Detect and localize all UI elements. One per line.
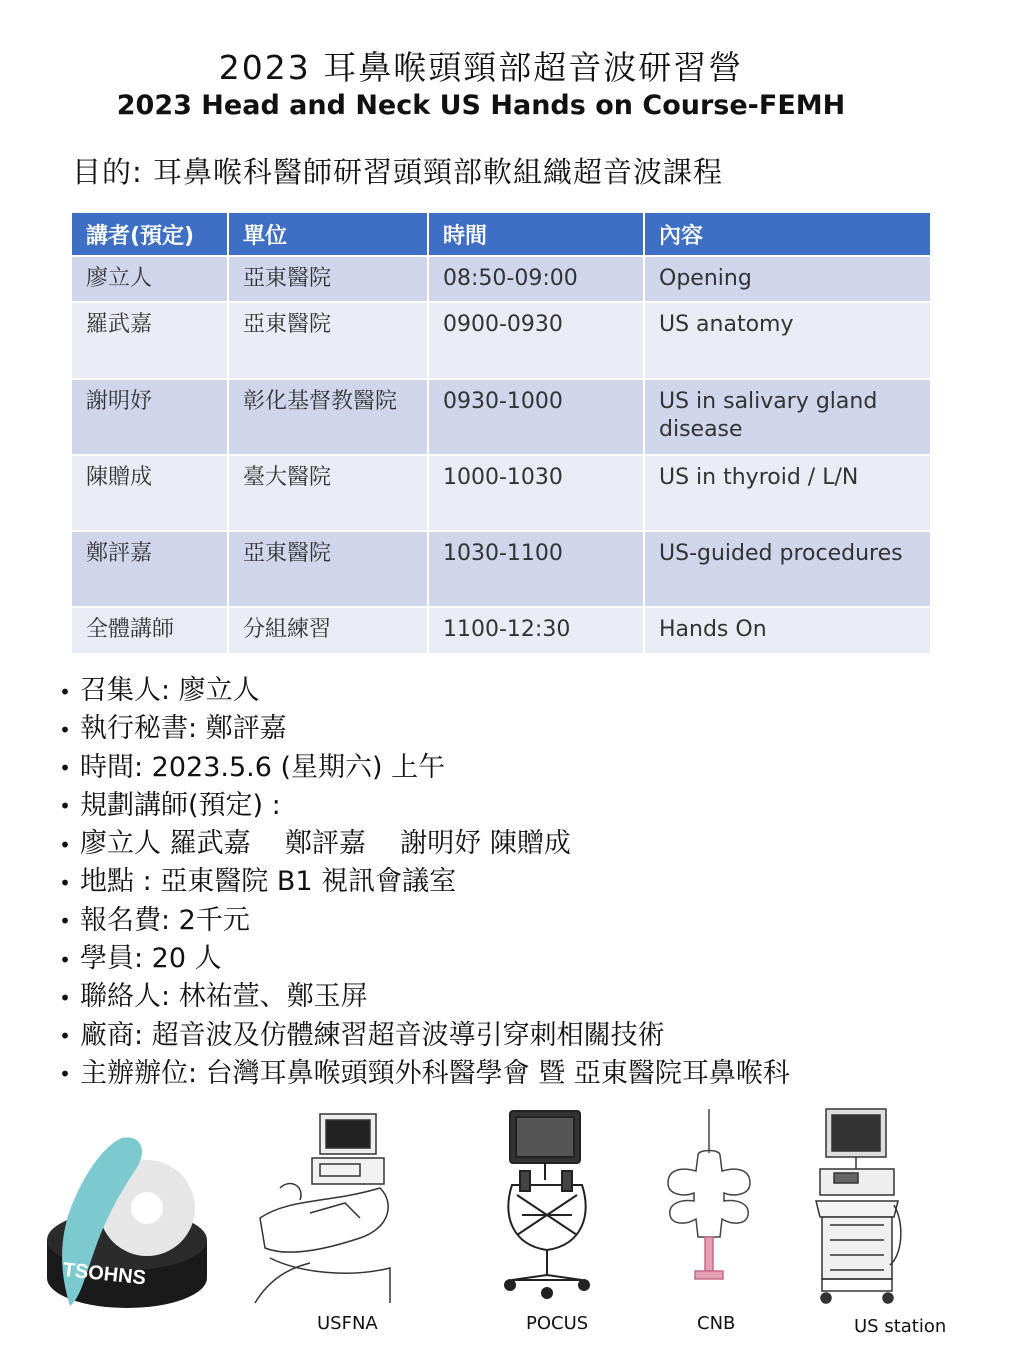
list-item: [50, 1017, 790, 1055]
tsohns-logo: [22, 1130, 212, 1315]
bullet-icon: •: [59, 1062, 71, 1087]
schedule-table: [72, 213, 930, 653]
cell-content: Opening: [644, 256, 930, 302]
cell-content: US anatomy: [644, 302, 930, 379]
cell-time: 08:50-09:00: [428, 256, 644, 302]
cell-time: 1030-1100: [428, 531, 644, 607]
cell-unit: 亞東醫院: [228, 302, 428, 379]
table-row: [72, 531, 930, 607]
cell-content: US-guided procedures: [644, 531, 930, 607]
bullet-icon: •: [59, 832, 71, 857]
list-item: [50, 1055, 790, 1093]
cell-unit: 彰化基督教醫院: [228, 379, 428, 455]
list-item: [50, 672, 790, 710]
bullet-contacts: 聯絡人: 林祐萱、鄭玉屏: [80, 981, 368, 1013]
cell-unit: 亞東醫院: [228, 256, 428, 302]
list-item: [50, 825, 790, 863]
header-speaker: 講者(預定): [72, 213, 228, 256]
bullet-organizers: 主辦辦位: 台灣耳鼻喉頭頸外科醫學會 暨 亞東醫院耳鼻喉科: [80, 1057, 790, 1089]
bullet-icon: •: [59, 909, 71, 934]
cell-time: 1000-1030: [428, 455, 644, 531]
bullet-icon: •: [59, 870, 71, 895]
caption-pocus: POCUS: [526, 1313, 589, 1334]
cell-unit: 分組練習: [228, 607, 428, 653]
list-item: [50, 710, 790, 748]
table-row: [72, 379, 930, 455]
bullet-icon: •: [59, 947, 71, 972]
bullet-vendors: 廠商: 超音波及仿體練習超音波導引穿刺相關技術: [80, 1019, 665, 1051]
usfna-illustration-icon: [250, 1108, 400, 1308]
purpose-text: 目的: 耳鼻喉科醫師研習頭頸部軟組織超音波課程: [72, 155, 723, 189]
cell-unit: 亞東醫院: [228, 531, 428, 607]
bullet-speaker-names: 廖立人 羅武嘉 鄭評嘉 謝明妤 陳贈成: [80, 828, 571, 860]
title-english: 2023 Head and Neck US Hands on Course-FEMH: [116, 90, 846, 121]
bullet-icon: •: [59, 717, 71, 742]
cell-speaker: 鄭評嘉: [72, 531, 228, 607]
bullet-fee: 報名費: 2千元: [80, 904, 250, 936]
cnb-illustration-icon: [662, 1105, 757, 1290]
us-station-illustration-icon: [810, 1105, 905, 1310]
cell-speaker: 謝明妤: [72, 379, 228, 455]
info-bullet-list: [50, 672, 790, 1093]
pocus-illustration-icon: [492, 1105, 612, 1300]
tsohns-logo-text: TSOHNS: [61, 1258, 147, 1290]
caption-usfna: USFNA: [317, 1313, 378, 1334]
caption-cnb: CNB: [697, 1313, 736, 1334]
cell-speaker: 陳贈成: [72, 455, 228, 531]
cell-speaker: 羅武嘉: [72, 302, 228, 379]
list-item: [50, 863, 790, 901]
bullet-planned-speakers-label: 規劃講師(預定) :: [80, 789, 281, 821]
title-chinese: 2023 耳鼻喉頭頸部超音波研習營: [218, 48, 744, 87]
bullet-icon: •: [59, 794, 71, 819]
table-header-row: [72, 213, 930, 256]
cell-time: 0930-1000: [428, 379, 644, 455]
cell-speaker: 廖立人: [72, 256, 228, 302]
table-row: [72, 455, 930, 531]
bullet-date: 時間: 2023.5.6 (星期六) 上午: [80, 751, 446, 783]
list-item: [50, 787, 790, 825]
cell-unit: 臺大醫院: [228, 455, 428, 531]
bullet-icon: •: [59, 756, 71, 781]
list-item: [50, 902, 790, 940]
table-row: [72, 607, 930, 653]
list-item: [50, 940, 790, 978]
list-item: [50, 749, 790, 787]
bullet-icon: •: [59, 1024, 71, 1049]
cell-content: Hands On: [644, 607, 930, 653]
bullet-convener: 召集人: 廖立人: [80, 675, 260, 706]
bullet-icon: •: [59, 985, 71, 1010]
bullet-location: 地點 : 亞東醫院 B1 視訊會議室: [80, 866, 457, 898]
caption-us-station: US station: [854, 1316, 947, 1337]
header-time: 時間: [428, 213, 644, 256]
bullet-participants: 學員: 20 人: [80, 943, 222, 975]
bullet-secretary: 執行秘書: 鄭評嘉: [80, 713, 287, 745]
bullet-icon: •: [59, 679, 71, 704]
header-unit: 單位: [228, 213, 428, 256]
cell-speaker: 全體講師: [72, 607, 228, 653]
cell-time: 0900-0930: [428, 302, 644, 379]
cell-time: 1100-12:30: [428, 607, 644, 653]
table-row: [72, 256, 930, 302]
table-row: [72, 302, 930, 379]
list-item: [50, 978, 790, 1016]
header-content: 內容: [644, 213, 930, 256]
cell-content: US in salivary gland disease: [644, 379, 930, 455]
cell-content: US in thyroid / L/N: [644, 455, 930, 531]
